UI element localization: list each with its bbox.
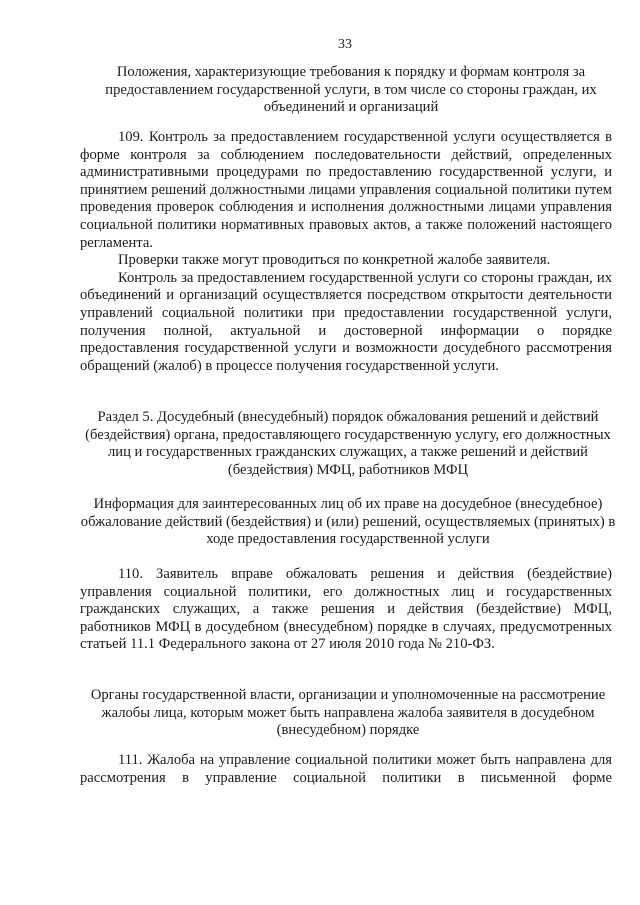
paragraph-control: Контроль за предоставлением государственной услуги со стороны граждан, их объединений и организаций осуществляется посредством открытости деятельности управлений социальной политики при предоставлении государственной услуги, получения полной, актуальной и достоверной информации о порядке предоставления государственной услуги и возможности досудебного рассмотрения обращений (жалоб) в процессе получения государственной услуги. bbox=[80, 269, 612, 374]
paragraph-110-container bbox=[80, 566, 612, 654]
paragraph-checks: Проверки также могут проводиться по конкретной жалобе заявителя. bbox=[118, 252, 551, 269]
paragraph-111: 111. Жалоба на управление социальной политики может быть направлена для рассмотрения в управление социальной политики в письменной форме bbox=[80, 752, 612, 786]
paragraph-111-container bbox=[80, 752, 612, 787]
paragraph-109-container bbox=[80, 129, 612, 375]
heading-organs: Органы государственной власти, организации и уполномоченные на рассмотрение жалобы лица, которым может быть направлена жалоба заявителя в досудебном (внесудебном) порядке bbox=[90, 687, 606, 739]
section-5-title: Раздел 5. Досудебный (внесудебный) порядок обжалования решений и действий (бездействия) органа, предоставляющего государственную услугу, его должностных лиц и государственных гражданских служащих, а также решений и действий (бездействия) МФЦ, работников МФЦ bbox=[85, 409, 611, 478]
paragraph-110: 110. Заявитель вправе обжаловать решения и действия (бездействие) управления социальной политики, его должностных лиц и государственных гражданских служащих, а также решения и действия (бездействие) МФЦ, работников МФЦ в досудебном (внесудебном) порядке в случаях, предусмотренных статьей 11.1 Федерального закона от 27 июля 2010 года № 210-ФЗ. bbox=[80, 566, 612, 653]
heading-information: Информация для заинтересованных лиц об их праве на досудебное (внесудебное) обжалование действий (бездействия) и (или) решений, осуществляемых (принятых) в ходе предоставления государственной услуги bbox=[80, 496, 616, 548]
page-number: 33 bbox=[338, 37, 352, 52]
paragraph-109: 109. Контроль за предоставлением государственной услуги осуществляется в форме контроля за соблюдением последовательности действий, определенных административными процедурами по предоставлению государственной услуги, и принятием решений должностными лицами управления социальной политики путем проведения проверок соблюдения и исполнения должностными лицами управления социальной политики нормативных правовых актов, а также положений настоящего регламента. bbox=[80, 129, 612, 251]
heading-control-provisions: Положения, характеризующие требования к порядку и формам контроля за предоставлением государственной услуги, в том числе со стороны граждан, их объединений и организаций bbox=[105, 64, 597, 116]
